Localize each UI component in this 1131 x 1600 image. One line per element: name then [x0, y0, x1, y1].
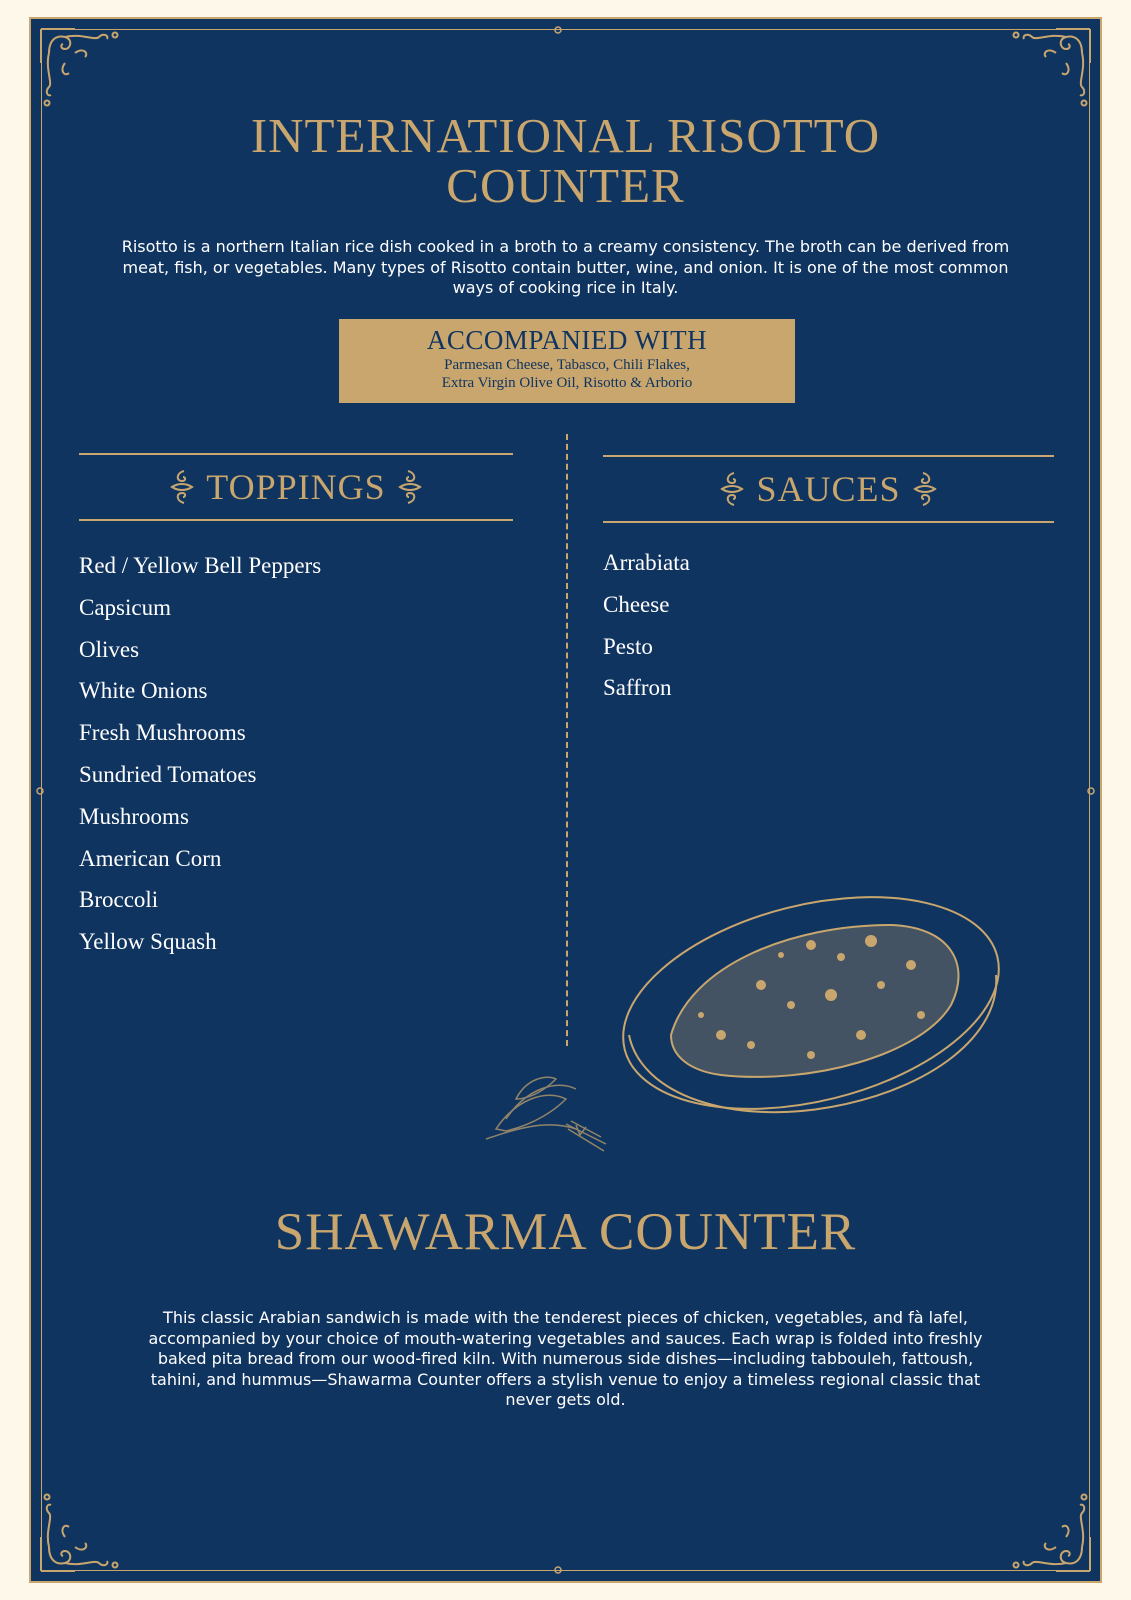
corner-ornament-icon	[986, 1467, 1096, 1577]
list-item: Yellow Squash	[79, 929, 217, 955]
list-item: Pesto	[603, 633, 653, 659]
accompanied-line: Parmesan Cheese, Tabasco, Chili Flakes,	[444, 357, 690, 373]
list-item: White Onions	[79, 678, 208, 704]
sauces-heading: SAUCES	[756, 469, 901, 509]
accompanied-line: Extra Virgin Olive Oil, Risotto & Arborio	[441, 375, 693, 391]
list-item: Fresh Mushrooms	[79, 720, 246, 746]
toppings-section	[79, 453, 513, 963]
list-item: Arrabiata	[603, 550, 690, 575]
risotto-bowl-illustration	[611, 885, 1011, 1145]
flourish-icon	[911, 469, 941, 509]
list-item: Cheese	[603, 591, 670, 617]
list-item: Mushrooms	[79, 803, 189, 829]
risotto-title-line1: INTERNATIONAL RISOTTO	[250, 108, 881, 163]
list-item: Saffron	[603, 675, 672, 701]
flourish-icon	[166, 467, 196, 507]
list-item: Olives	[79, 636, 140, 662]
toppings-heading: TOPPINGS	[206, 467, 386, 507]
risotto-title	[31, 108, 1100, 213]
border-dots-icon	[551, 1563, 565, 1577]
toppings-list	[79, 545, 513, 963]
corner-ornament-icon	[35, 1467, 145, 1577]
border-dots-icon	[551, 23, 565, 37]
menu-page	[29, 17, 1102, 1583]
toppings-header	[79, 453, 513, 521]
accompanied-box	[339, 319, 795, 403]
accompanied-heading: ACCOMPANIED WITH	[426, 325, 708, 355]
shawarma-description: This classic Arabian sandwich is made with the tenderest pieces of chicken, vegetables, and fà lafel, accompanied by your choice of mouth-watering vegetables and sauces. Each wrap is folded into freshly baked pita bread from our wood-fired kiln. With numerous side dishes—including tabbouleh, fattoush, tahini, and hummus—Shawarma Counter offers a stylish venue to enjoy a timeless regional classic that never gets old.	[148, 1308, 983, 1409]
risotto-description: Risotto is a northern Italian rice dish cooked in a broth to a creamy consistency. The broth can be derived from meat, fish, or vegetables. Many types of Risotto contain butter, wine, and onion. It is one of the most common ways of cooking rice in Italy.	[121, 237, 1010, 297]
risotto-title-line2: COUNTER	[446, 158, 685, 213]
border-dots-icon	[1084, 784, 1098, 798]
list-item: Red / Yellow Bell Peppers	[79, 553, 322, 578]
sauces-header	[603, 455, 1054, 523]
list-item: Broccoli	[79, 887, 159, 913]
list-item: American Corn	[79, 845, 222, 871]
flourish-icon	[716, 469, 746, 509]
list-item: Capsicum	[79, 594, 171, 620]
border-dots-icon	[33, 784, 47, 798]
sauces-section	[603, 455, 1054, 709]
flourish-icon	[396, 467, 426, 507]
shawarma-title: SHAWARMA COUNTER	[274, 1203, 857, 1261]
sauces-list	[603, 542, 1054, 709]
column-divider	[566, 434, 568, 1046]
herb-bundle-illustration	[476, 1069, 616, 1159]
list-item: Sundried Tomatoes	[79, 761, 257, 787]
accompanied-items	[339, 356, 795, 392]
